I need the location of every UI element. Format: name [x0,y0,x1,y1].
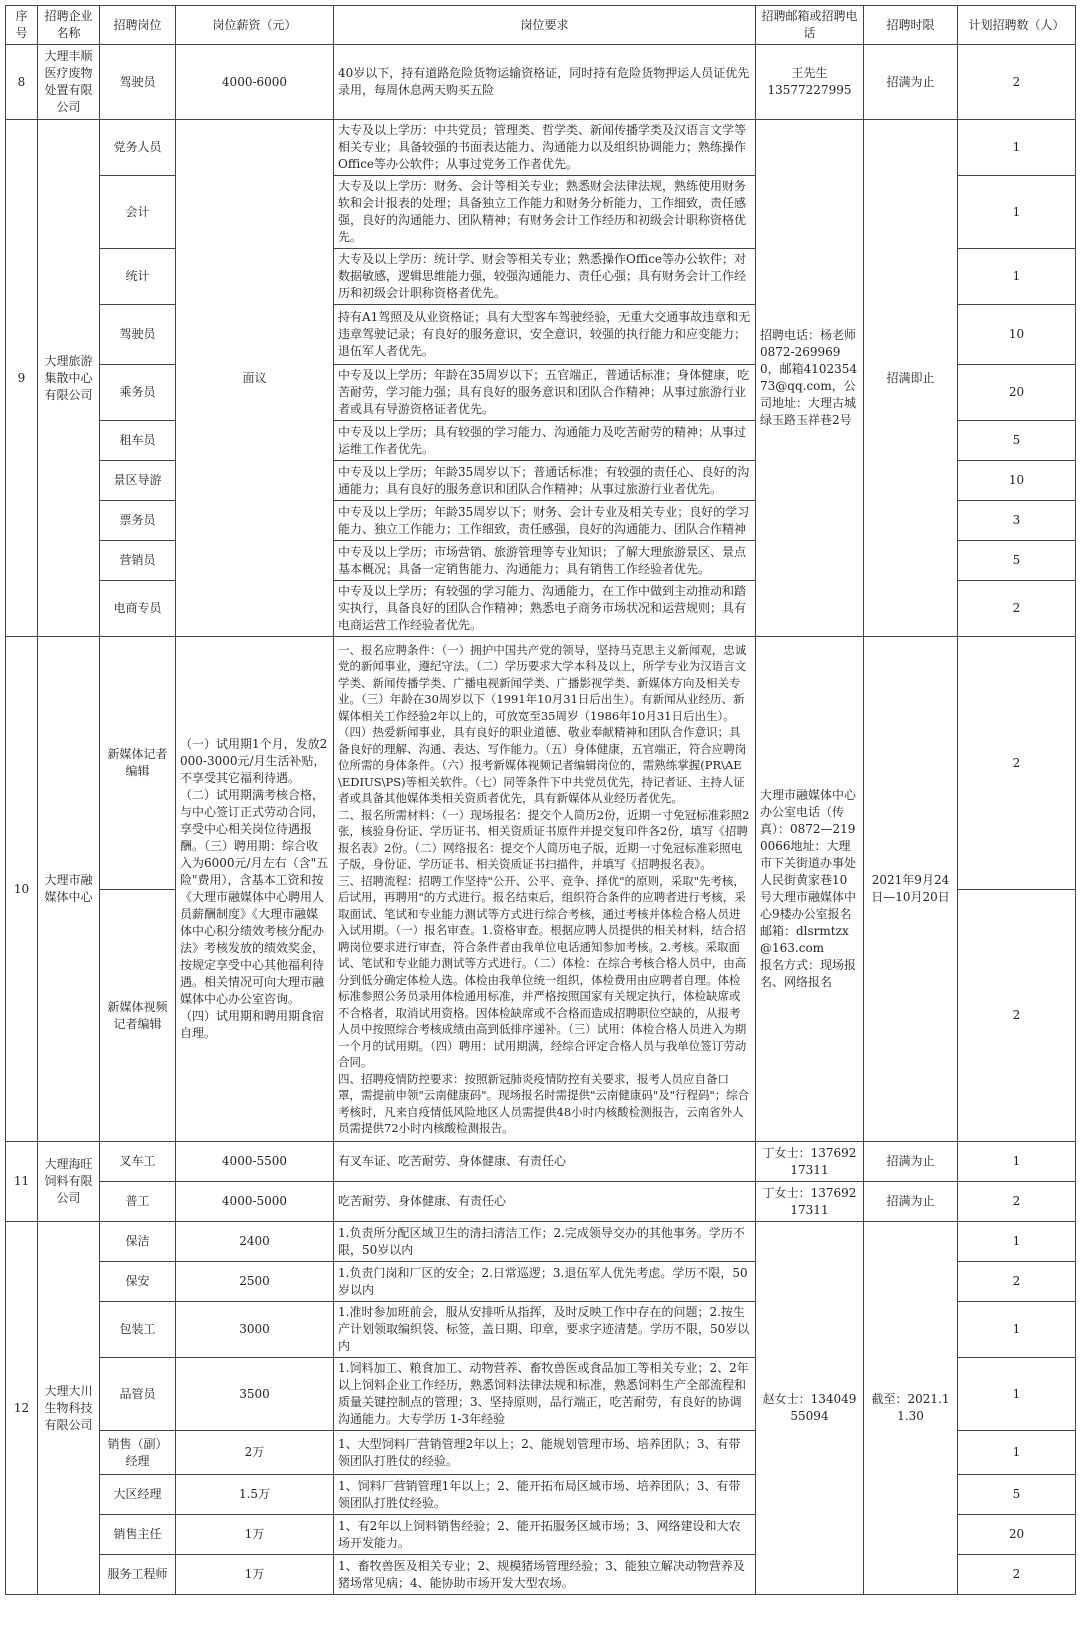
requirements: 1.负责所分配区域卫生的清扫清洁工作；2.完成领导交办的其他事务。学历不限，50岁以内 [334,1222,756,1262]
salary: 4000-5000 [176,1182,334,1222]
salary: 4000-5500 [176,1142,334,1182]
position: 新媒体视频记者编辑 [100,890,176,1142]
requirements: 中专及以上学历；年龄在35周岁以下；五官端正，普通话标准；身体健康，吃苦耐劳，学习能力强；具有良好的服务意识和团队合作精神；从事过旅游行业者或具有导游资格证者优先。 [334,365,756,421]
count: 1 [958,1142,1076,1182]
requirements: 中专及以上学历；具有较强的学习能力、沟通能力及吃苦耐劳的精神；从事过运维工作者优先。 [334,421,756,461]
position: 驾驶员 [100,45,176,120]
deadline: 截至：2021.11.30 [864,1222,958,1595]
requirements: 1.饲料加工、粮食加工、动物营养、畜牧兽医或食品加工等相关专业；2、2年以上饲料企业工作经历，熟悉饲料法律法规和标准，熟悉饲料生产全部流程和质量关键控制点的管理；3、坚持原则，品行端正，吃苦耐劳，有良好的协调沟通能力。大专学历 1-3年经验 [334,1358,756,1431]
header-deadline: 招聘时限 [864,6,958,45]
count: 2 [958,890,1076,1142]
position: 会计 [100,176,176,249]
requirements: 持有A1驾照及从业资格证；具有大型客车驾驶经验，无重大交通事故违章和无违章驾驶记录；有良好的服务意识，安全意识，较强的执行能力和应变能力；退伍军人者优先。 [334,305,756,365]
header-company: 招聘企业名称 [38,6,100,45]
count: 20 [958,1515,1076,1555]
row-no: 11 [6,1142,38,1222]
table-row [6,120,1076,176]
position: 驾驶员 [100,305,176,365]
requirements: 一、报名应聘条件：（一）拥护中国共产党的领导，坚持马克思主义新闻观，忠诚党的新闻事业，遵纪守法。（二）学历要求大学本科及以上，所学专业为汉语言文学类、新闻传播学类、广播电视新闻学类、广播影视学类、新媒体方向及相关专业。（三）年龄在30周岁以下（1991年10月31日后出生）。有新闻从业经历、新媒体相关工作经验2年以上的，可放宽至35周岁（1986年10月31日后出生）。（四）热爱新闻事业，具有良好的职业道德、敬业奉献精神和团队合作意识；具备良好的理解、沟通、表达、写作能力。（五）身体健康，五官端正，符合应聘岗位所需的身体条件。（六）报考新媒体视频记者编辑岗位的，需熟练掌握(PR\AE\EDIUS\PS)等相关软件。（七）同等条件下中共党员优先，持记者证、主持人证者或具备其他媒体类相关资质者优先，具有新媒体从业经历者优先。 二、报名所需材料：（一）现场报名：提交个人简历2份，近期一寸免冠标准彩照2张，核验身份证、学历证书、相关资质证书原件并提交复印件各2份，填写《招聘报名表》2份。（二）网络报名：提交个人简历电子版，近期一寸免冠标准彩照电子版，身份证、学历证书、相关资质证书扫描件，并填写《招聘报名表》。 三、招聘流程：招聘工作坚持"公开、公平、竞争、择优"的原则，采取"先考核，后试用，再聘用"的方式进行。报名结束后，组织符合条件的应聘者进行考核，采取面试、笔试和专业能力测试等方式进行综合考核，通过考核并体检合格人员进入试用期。（一）报名审查。1.资格审查。根据应聘人员提供的相关材料，结合招聘岗位要求进行审查，符合条件者由我单位电话通知参加考核。2.考核。采取面试、笔试和专业能力测试等方式进行。（二）体检：在综合考核合格人员中，由高分到低分确定体检人选。体检由我单位统一组织，体检费用由应聘者自理。体检标准参照公务员录用体检通用标准，并严格按照国家有关规定执行，体检缺席或不合格者，取消试用资格。因体检缺席或不合格而造成招聘职位空缺的，从报考人员中按照综合考核成绩由高到低排序递补。（三）试用：体检合格人员进入为期一个月的试用期。（四）聘用：试用期满，经综合评定合格人员与我单位签订劳动合同。 四、招聘疫情防控要求：按照新冠肺炎疫情防控有关要求，报考人员应自备口罩，需提前申领"云南健康码"。现场报名时需提供"云南健康码"及"行程码"；综合考核时，凡来自疫情低风险地区人员需提供48小时内核酸检测报告，云南省外人员需提供72小时内核酸检测报告。 [334,637,756,1142]
requirements: 中专及以上学历；年龄35周岁以下；普通话标准；有较强的责任心、良好的沟通能力；具有良好的服务意识和团队合作精神；从事过旅游行业者优先。 [334,461,756,501]
deadline: 招满即止 [864,120,958,637]
position: 保洁 [100,1222,176,1262]
row-no: 10 [6,637,38,1142]
salary: 面议 [176,120,334,637]
position: 包装工 [100,1302,176,1358]
position: 票务员 [100,501,176,541]
requirements: 1、大型饲料厂营销管理2年以上；2、能规划管理市场、培养团队；3、有带领团队打胜仗的经验。 [334,1431,756,1475]
table-row [6,1222,1076,1262]
requirements: 中专及以上学历；市场营销、旅游管理等专业知识；了解大理旅游景区、景点基本概况；具备一定销售能力、沟通能力；具有销售工作经验者优先。 [334,541,756,581]
position: 景区导游 [100,461,176,501]
company-name: 大理市融媒体中心 [38,637,100,1142]
count: 1 [958,1431,1076,1475]
salary: 3500 [176,1358,334,1431]
position: 品管员 [100,1358,176,1431]
count: 2 [958,637,1076,890]
company-name: 大理旅游集散中心有限公司 [38,120,100,637]
contact: 招聘电话：杨老师 0872-2699690，邮箱410235473@qq.com，公司地址：大理古城绿玉路玉祥巷2号 [756,120,864,637]
count: 2 [958,1182,1076,1222]
salary: （一）试用期1个月，发放2000-3000元/月生活补贴，不享受其它福利待遇。 （二）试用期满考核合格，与中心签订正式劳动合同，享受中心相关岗位待遇报酬。（三）聘用期：综合收入为6000元/月左右（含"五险"费用），含基本工资和按《大理市融媒体中心聘用人员薪酬制度》《大理市融媒体中心积分绩效考核分配办法》考核发放的绩效奖金，按规定享受中心其他福利待遇。相关情况可向大理市融媒体中心办公室咨询。 （四）试用期和聘用期食宿自理。 [176,637,334,1142]
table-row [6,1142,1076,1182]
position: 统计 [100,249,176,305]
requirements: 大专及以上学历：财务、会计等相关专业；熟悉财会法律法规，熟练使用财务软和会计报表的处理；具备独立工作能力和财务分析能力，工作细致，责任感强，良好的沟通能力、团队精神；有财务会计工作经历和初级会计职称资格优先。 [334,176,756,249]
table-row [6,1182,1076,1222]
requirements: 吃苦耐劳、身体健康、有责任心 [334,1182,756,1222]
count: 1 [958,120,1076,176]
count: 5 [958,1475,1076,1515]
salary: 2400 [176,1222,334,1262]
contact: 赵女士：13404955094 [756,1222,864,1595]
position: 营销员 [100,541,176,581]
position: 叉车工 [100,1142,176,1182]
position: 租车员 [100,421,176,461]
requirements: 1、饲料厂营销管理1年以上；2、能开拓布局区域市场、培养团队；3、有带领团队打胜仗经验。 [334,1475,756,1515]
count: 2 [958,581,1076,637]
table-row [6,45,1076,120]
count: 10 [958,305,1076,365]
deadline: 2021年9月24日—10月20日 [864,637,958,1142]
count: 5 [958,541,1076,581]
requirements: 大专及以上学历：统计学、财会等相关专业；熟悉操作Office等办公软件；对数据敏感，逻辑思维能力强，较强沟通能力、责任心强；具有财务会计工作经历和初级会计职称资格者优先。 [334,249,756,305]
requirements: 1、有2年以上饲料销售经验；2、能开拓服务区域市场；3、网络建设和大农场开发能力。 [334,1515,756,1555]
position: 大区经理 [100,1475,176,1515]
salary: 1万 [176,1555,334,1595]
contact: 大理市融媒体中心办公室电话（传真）：0872—2190066地址：大理市下关街道办事处人民街黄家巷10号大理市融媒体中心9楼办公室报名邮箱：dlsrmtzx@163.com 报名方式：现场报名、网络报名 [756,637,864,1142]
count: 2 [958,1555,1076,1595]
position: 销售主任 [100,1515,176,1555]
count: 2 [958,45,1076,120]
contact: 王先生 13577227995 [756,45,864,120]
count: 2 [958,1262,1076,1302]
requirements: 中专及以上学历；年龄35周岁以下；财务、会计专业及相关专业；良好的学习能力、独立工作能力；工作细致，责任感强，良好的沟通能力、团队合作精神 [334,501,756,541]
contact: 丁女士：13769217311 [756,1142,864,1182]
requirements: 1.准时参加班前会，服从安排听从指挥，及时反映工作中存在的问题；2.按生产计划领取编织袋、标签，盖日期、印章，要求字迹清楚。学历不限，50岁以内 [334,1302,756,1358]
position: 党务人员 [100,120,176,176]
header-row [6,6,1076,45]
row-no: 12 [6,1222,38,1595]
position: 普工 [100,1182,176,1222]
header-count: 计划招聘数（人） [958,6,1076,45]
header-requirements: 岗位要求 [334,6,756,45]
salary: 1.5万 [176,1475,334,1515]
position: 新媒体记者编辑 [100,637,176,890]
count: 1 [958,1222,1076,1262]
requirements: 1、畜牧兽医及相关专业；2、规模猪场管理经验；3、能独立解决动物营养及猪场常见病；4、能协助市场开发大型农场。 [334,1555,756,1595]
header-contact: 招聘邮箱或招聘电话 [756,6,864,45]
position: 电商专员 [100,581,176,637]
row-no: 8 [6,45,38,120]
count: 1 [958,249,1076,305]
count: 1 [958,1302,1076,1358]
header-no: 序号 [6,6,38,45]
recruitment-table [5,5,1076,1595]
count: 3 [958,501,1076,541]
company-name: 大理海旺饲料有限公司 [38,1142,100,1222]
requirements: 大专及以上学历：中共党员；管理类、哲学类、新闻传播学类及汉语言文学等相关专业；具备较强的书面表达能力、沟通能力以及组织协调能力；熟练操作Office等办公软件；从事过党务工作者优先。 [334,120,756,176]
requirements: 有叉车证、吃苦耐劳、身体健康、有责任心 [334,1142,756,1182]
salary: 2万 [176,1431,334,1475]
count: 20 [958,365,1076,421]
deadline: 招满为止 [864,1182,958,1222]
position: 保安 [100,1262,176,1302]
requirements: 中专及以上学历；有较强的学习能力、沟通能力，在工作中做到主动推动和踏实执行，具备良好的团队合作精神；熟悉电子商务市场状况和运营规则；具有电商运营工作经验者优先。 [334,581,756,637]
count: 10 [958,461,1076,501]
deadline: 招满为止 [864,1142,958,1182]
position: 乘务员 [100,365,176,421]
requirements: 40岁以下，持有道路危险货物运输资格证，同时持有危险货物押运人员证优先录用，每周休息两天购买五险 [334,45,756,120]
deadline: 招满为止 [864,45,958,120]
requirements: 1.负责门岗和厂区的安全；2.日常巡逻；3.退伍军人优先考虑。学历不限，50岁以内 [334,1262,756,1302]
recruitment-document [5,5,1075,1595]
contact: 丁女士：13769217311 [756,1182,864,1222]
header-position: 招聘岗位 [100,6,176,45]
salary: 3000 [176,1302,334,1358]
row-no: 9 [6,120,38,637]
position: 服务工程师 [100,1555,176,1595]
salary: 4000-6000 [176,45,334,120]
header-salary: 岗位薪资（元） [176,6,334,45]
position: 销售（副）经理 [100,1431,176,1475]
table-row [6,637,1076,890]
salary: 1万 [176,1515,334,1555]
count: 1 [958,176,1076,249]
count: 5 [958,421,1076,461]
company-name: 大理大川生物科技有限公司 [38,1222,100,1595]
count: 1 [958,1358,1076,1431]
company-name: 大理丰顺医疗废物处置有限公司 [38,45,100,120]
salary: 2500 [176,1262,334,1302]
